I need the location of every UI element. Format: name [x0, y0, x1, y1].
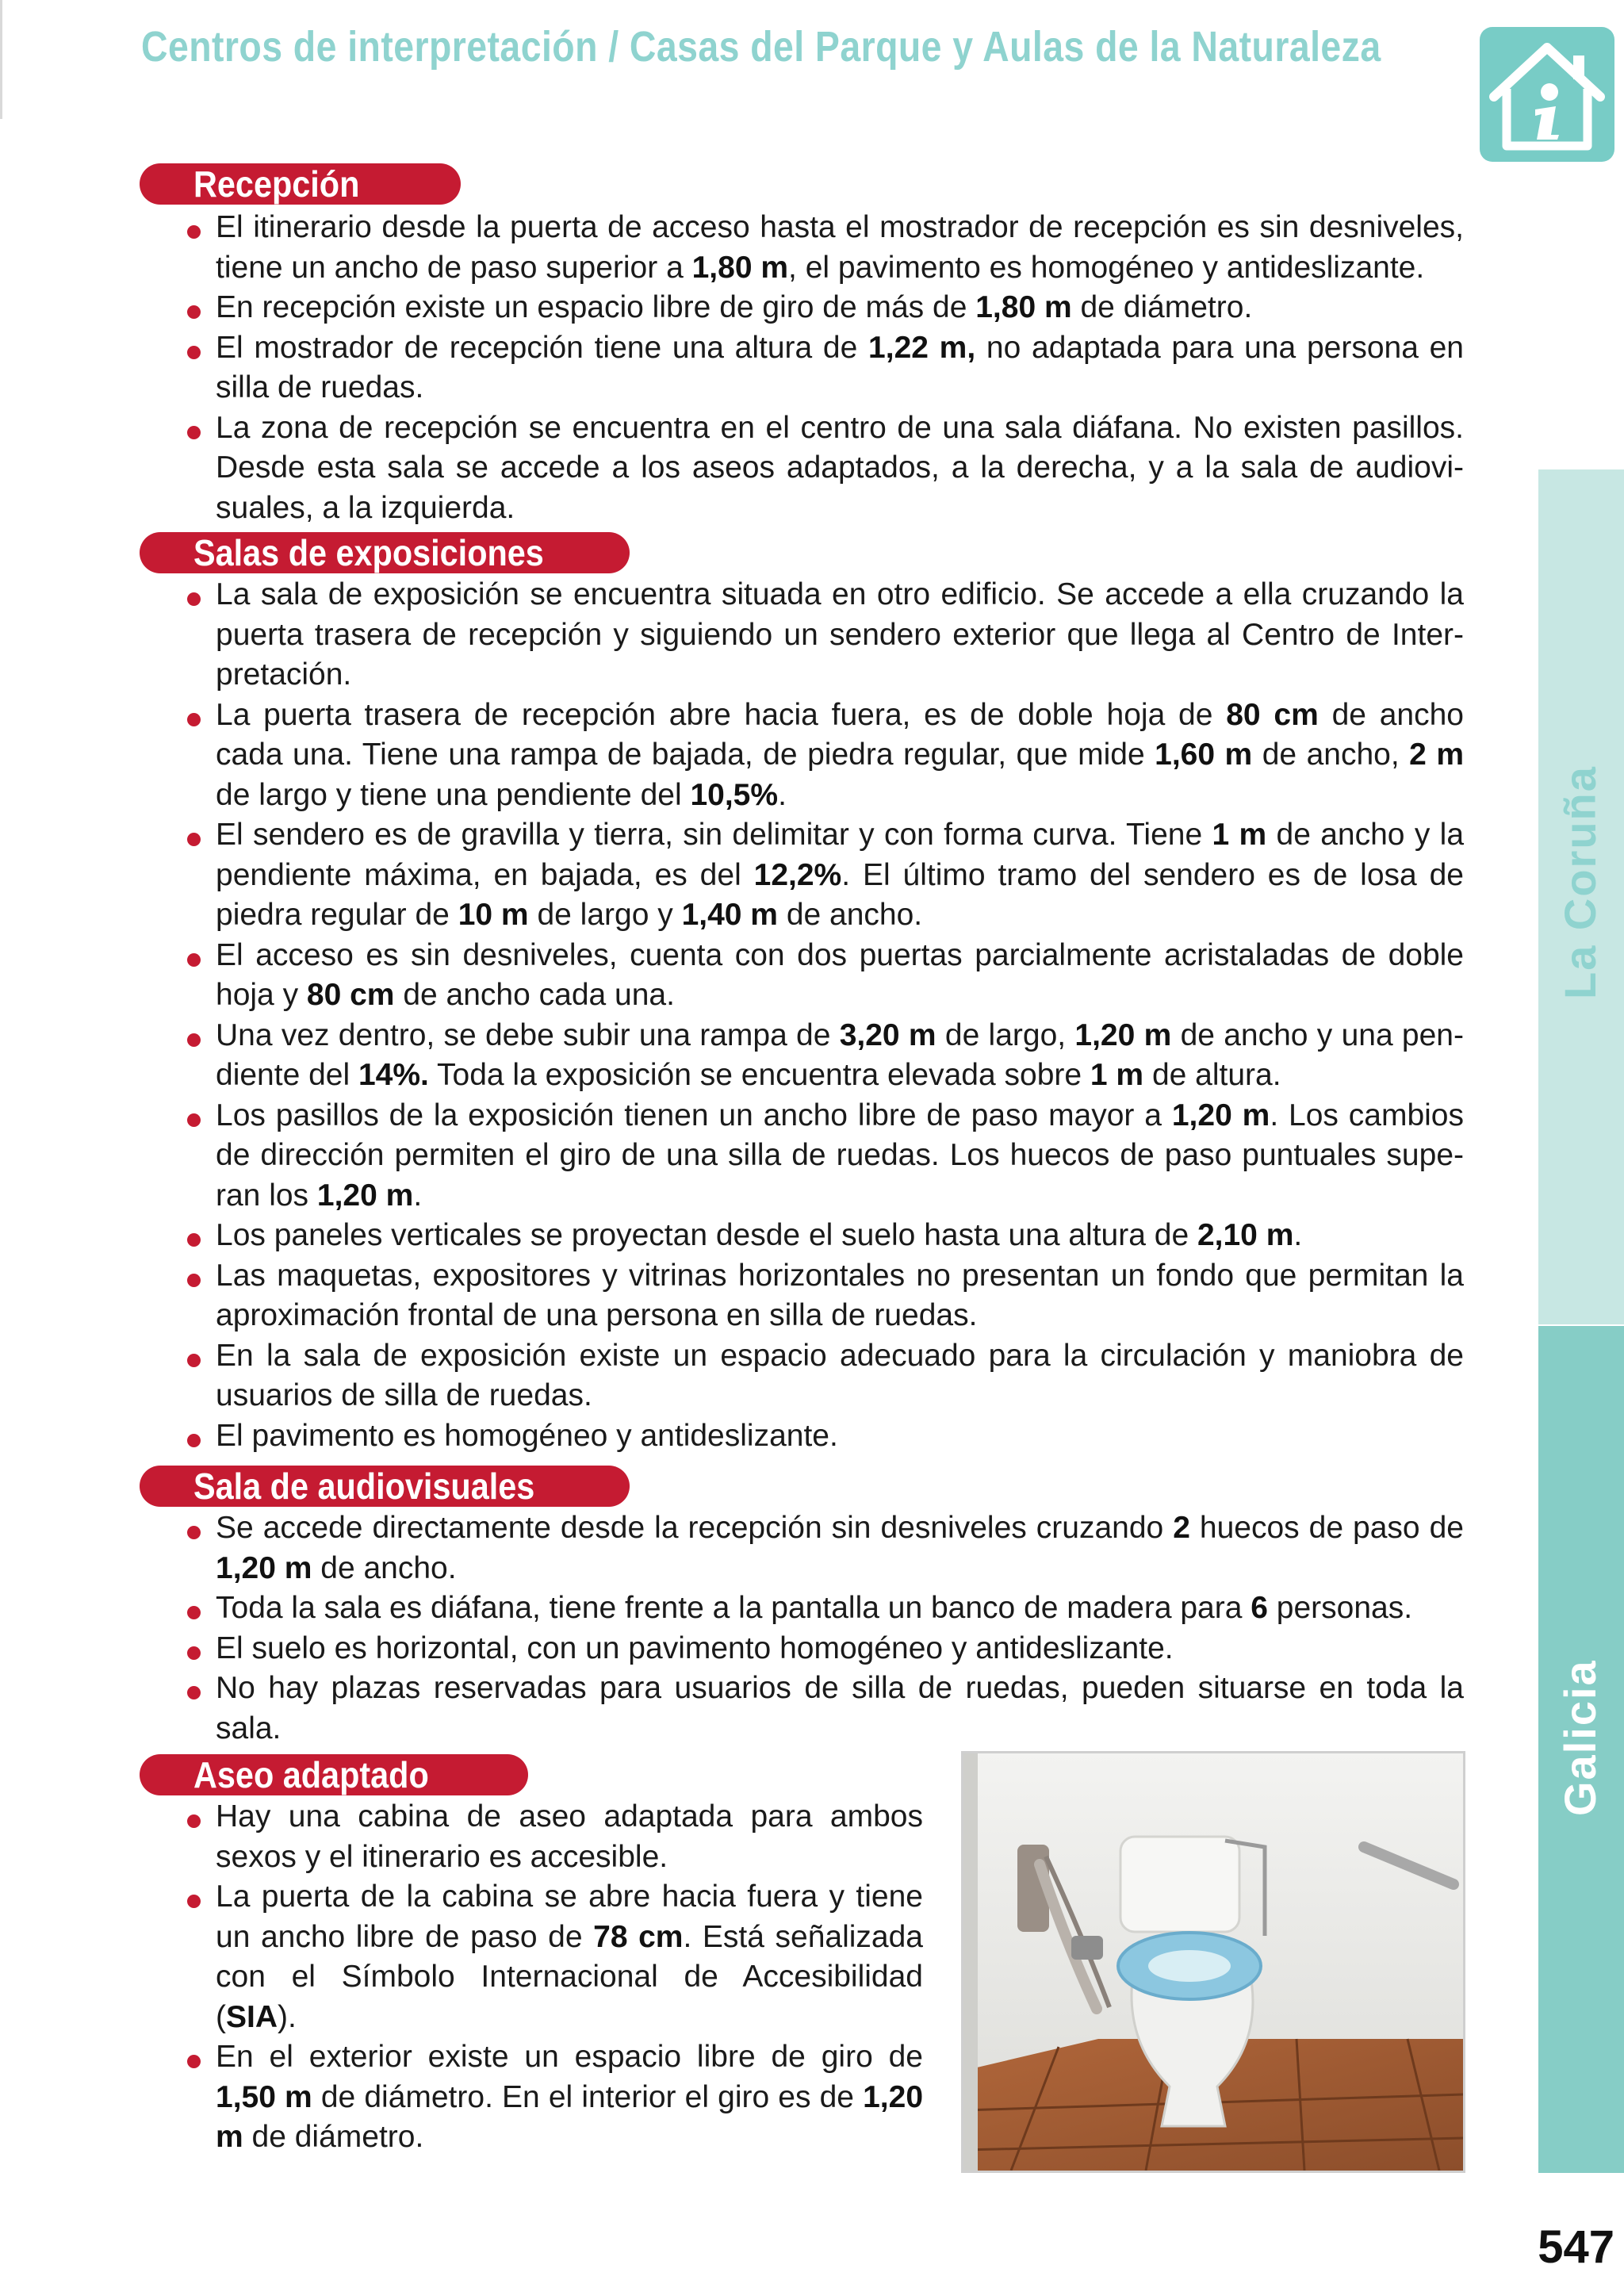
text-run: ). [278, 1999, 297, 2034]
bold-value: SIA [226, 1999, 278, 2034]
text-run: personas. [1267, 1591, 1413, 1625]
bold-value: 14%. [358, 1058, 429, 1092]
bold-value: 78 cm [593, 1919, 684, 1954]
bold-value: 10,5% [690, 777, 779, 812]
text-run: La zona de recepción se encuentra en el centro de una sala diáfana. No existen pasillos. Desde esta sala se accede a los aseos adaptados, a la derecha, y a la sala de audiovi-suales, a la izquierda. [216, 410, 1464, 525]
text-run: En recepción existe un espacio libre de giro de más de [216, 290, 976, 324]
text-run: Toda la sala es diáfana, tiene frente a la pantalla un banco de madera para [216, 1591, 1251, 1625]
text-run: La puerta de la cabina se abre hacia fuera y tiene un ancho libre de paso de [216, 1880, 923, 1954]
text-run: de largo y [528, 898, 682, 932]
text-run: El mostrador de recepción tiene una altura de [216, 330, 869, 365]
text-run: En la sala de exposición existe un espacio adecuado para la circulación y maniobra de usuarios de silla de ruedas. [216, 1338, 1464, 1412]
text-run: Las maquetas, expositores y vitrinas horizontales no presentan un fondo que permitan la aproximación frontal de una persona en silla de ruedas. [216, 1258, 1464, 1332]
bold-value: 1,50 m [216, 2079, 312, 2114]
text-run: . [778, 777, 787, 812]
section-title: Sala de audiovisuales [193, 1466, 535, 1507]
text-run: El pavimento es homogéneo y antideslizante. [216, 1418, 838, 1453]
list-item [184, 408, 1464, 529]
bold-value: 3,20 m [839, 1017, 936, 1052]
text-run: de ancho. [777, 898, 923, 932]
text-run: huecos de paso de [1189, 1511, 1464, 1545]
text-run: El suelo es horizontal, con un pavimento homogéneo y antideslizante. [216, 1630, 1174, 1665]
text-run: de altura. [1143, 1058, 1281, 1092]
bold-value: 12,2% [753, 857, 842, 892]
bold-value: 2 [1173, 1511, 1190, 1545]
text-run: de ancho. [312, 1550, 457, 1585]
section-header-sala-audiovisuales [140, 1466, 630, 1507]
text-run: de largo, [936, 1017, 1075, 1052]
side-label-region: Galicia [1555, 1659, 1605, 1816]
text-run: Una vez dentro, se debe subir una rampa de [216, 1017, 840, 1052]
text-run: Los paneles verticales se proyectan desde el suelo hasta una altura de [216, 1218, 1197, 1252]
text-run: . [1293, 1218, 1303, 1252]
bold-value: 1 m [1212, 818, 1267, 852]
bold-value: 1,22 m, [868, 330, 976, 365]
bold-value: 1,20 m [216, 1550, 312, 1585]
bold-value: 1,60 m [1155, 738, 1253, 772]
page-title: Centros de interpretación / Casas del Parque y Aulas de la Naturaleza [141, 23, 1381, 71]
section-header-salas-exposiciones [140, 532, 630, 573]
text-run: de diámetro. [243, 2120, 424, 2154]
bold-value: 1,40 m [681, 898, 778, 932]
text-run: En el exterior existe un espacio libre de giro de [216, 2040, 923, 2074]
bold-value: 10 m [458, 898, 529, 932]
section-title: Salas de exposiciones [193, 532, 544, 573]
text-run: de ancho cada una. [394, 978, 675, 1012]
text-run: Se accede directamente desde la recepción sin desniveles cruzando [216, 1511, 1174, 1545]
bold-value: 1,20 m [316, 1178, 414, 1213]
text-run: de largo y tiene una pendiente del [216, 777, 691, 812]
text-run: . El último tramo del sendero es de losa de piedra regular de [216, 857, 1464, 932]
bold-value: 2 m [1409, 738, 1465, 772]
list-item [184, 815, 1464, 936]
list-item [184, 1669, 1464, 1749]
bold-value: 1,80 m [975, 290, 1072, 324]
list-item [184, 695, 1464, 816]
list-item [184, 1797, 923, 1877]
list-item [184, 1508, 1464, 1588]
list-recepcion [184, 208, 1464, 528]
bold-value: 1,20 m [216, 2079, 924, 2154]
house-info-icon [1480, 27, 1614, 162]
page-number: 547 [1538, 2221, 1614, 2273]
text-run: El sendero es de gravilla y tierra, sin delimitar y con forma curva. Tiene [216, 818, 1212, 852]
list-item [184, 1216, 1464, 1256]
section-header-aseo-adaptado [140, 1754, 528, 1795]
bold-value: 1,20 m [1171, 1098, 1270, 1132]
side-label-province: La Coruña [1555, 765, 1605, 999]
text-run: No hay plazas reservadas para usuarios de silla de ruedas, pueden situarse en toda la sala. [216, 1671, 1464, 1745]
list-item [184, 208, 1464, 288]
text-run: de diámetro. [1071, 290, 1253, 324]
text-run: de diámetro. En el interior el giro es de [312, 2079, 864, 2114]
text-run: de ancho y una pen-diente del [216, 1017, 1464, 1092]
list-item [184, 328, 1464, 408]
list-item [184, 1629, 1464, 1669]
text-run: . Los cambios de dirección permiten el giro de una silla de ruedas. Los huecos de paso puntuales supe-ran los [216, 1098, 1464, 1213]
bold-value: 80 cm [306, 978, 395, 1012]
text-run: , el pavimento es homogéneo y antideslizante. [788, 250, 1425, 285]
bold-value: 1,80 m [691, 250, 789, 285]
text-run: Los pasillos de la exposición tienen un ancho libre de paso mayor a [216, 1098, 1172, 1132]
text-run: de ancho cada una. Tiene una rampa de bajada, de piedra regular, que mide [216, 697, 1465, 772]
bold-value: 2,10 m [1197, 1218, 1294, 1252]
list-aseo-adaptado [184, 1797, 923, 2158]
bold-value: 6 [1251, 1591, 1268, 1625]
list-item [184, 1877, 923, 2037]
section-title: Recepción [193, 163, 360, 205]
text-run: La puerta trasera de recepción abre hacia fuera, es de doble hoja de [216, 697, 1227, 732]
list-sala-audiovisuales [184, 1508, 1464, 1749]
bold-value: 1,20 m [1074, 1017, 1172, 1052]
list-salas-exposiciones [184, 575, 1464, 1456]
list-item [184, 1336, 1464, 1416]
text-run: de ancho y la pendiente máxima, en bajada, es del [216, 818, 1465, 892]
list-item [184, 1588, 1464, 1629]
text-run: Toda la exposición se encuentra elevada sobre [428, 1058, 1090, 1092]
text-run: El acceso es sin desniveles, cuenta con dos puertas parcialmente acristaladas de doble hoja y [216, 937, 1464, 1012]
list-item [184, 1016, 1464, 1096]
text-run: Hay una cabina de aseo adaptada para ambos sexos y el itinerario es accesible. [216, 1799, 923, 1874]
list-item [184, 936, 1464, 1016]
bold-value: 1 m [1090, 1058, 1144, 1092]
page-edge-mark [0, 0, 2, 119]
text-run: . Está señalizada con el Símbolo Internacional de Accesibilidad ( [216, 1919, 923, 2034]
list-item [184, 1096, 1464, 1217]
section-title: Aseo adaptado [193, 1754, 429, 1795]
text-run: de ancho, [1252, 738, 1410, 772]
bold-value: 80 cm [1226, 697, 1319, 732]
toilet-photo [961, 1751, 1465, 2173]
text-run: El itinerario desde la puerta de acceso hasta el mostrador de recepción es sin desniveles, tiene un ancho de paso superior a [216, 210, 1464, 285]
list-item [184, 1416, 1464, 1457]
list-item [184, 288, 1464, 328]
section-header-recepcion [140, 163, 461, 205]
text-run: no adaptada para una persona en silla de ruedas. [216, 330, 1464, 404]
list-item [184, 2037, 923, 2158]
list-item [184, 1256, 1464, 1336]
text-run: La sala de exposición se encuentra situada en otro edificio. Se accede a ella cruzando la puerta trasera de recepción y siguiendo un sendero exterior que llega al Centro de Inter-pretación. [216, 577, 1464, 692]
text-run: . [413, 1178, 423, 1213]
list-item [184, 575, 1464, 695]
